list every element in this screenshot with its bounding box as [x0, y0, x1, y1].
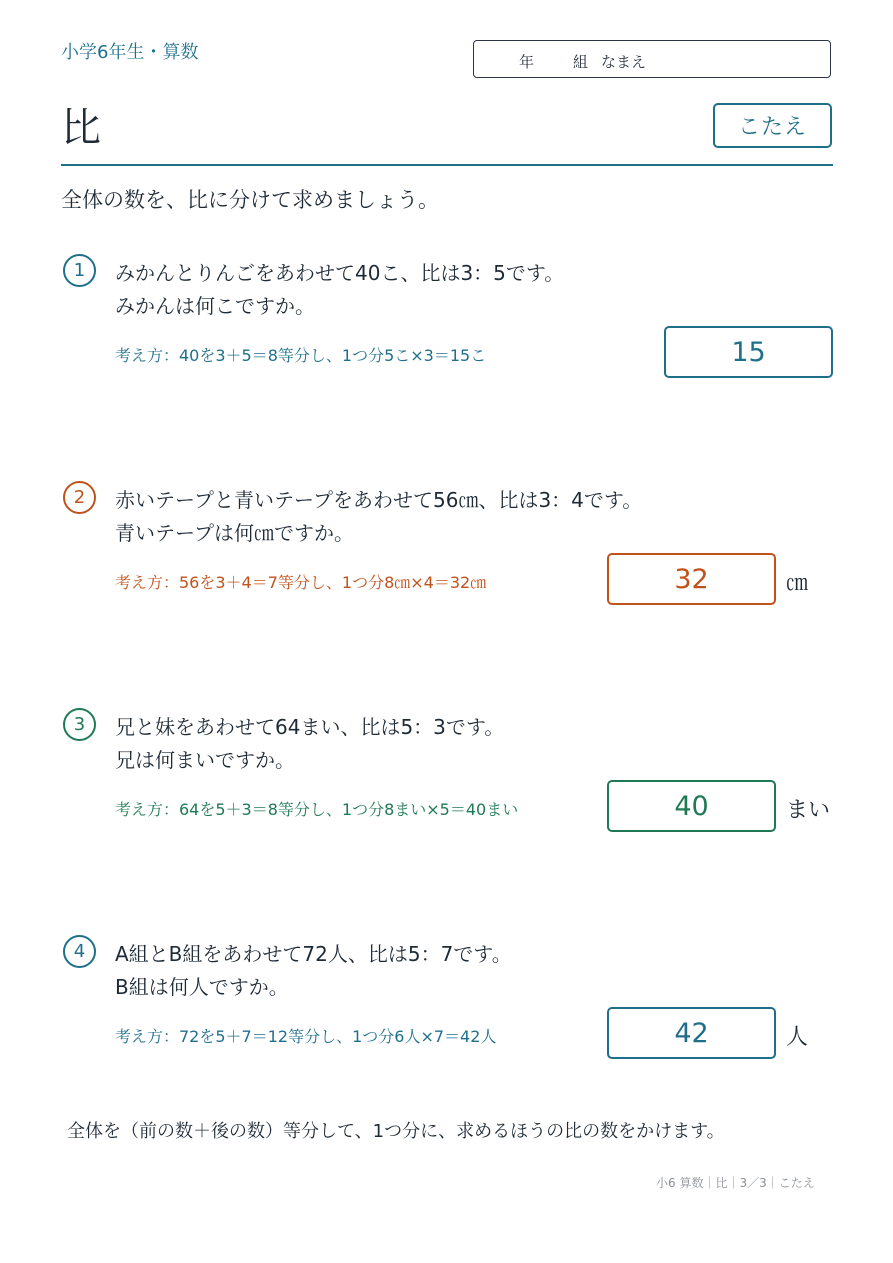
problem-4-unit: 人	[786, 1025, 809, 1050]
instruction-text: 全体の数を、比に分けて求めましょう。	[61, 188, 439, 212]
page-footer: 小6 算数｜比｜3／3｜こたえ	[656, 1176, 815, 1190]
problem-4-line1: A組とB組をあわせて72人、比は5：7です。	[115, 942, 512, 966]
name-box[interactable]	[473, 40, 831, 78]
page-title: 比	[61, 105, 101, 151]
problem-1-line1: みかんとりんごをあわせて40こ、比は3：5です。	[115, 261, 565, 285]
problem-4-line2: B組は何人ですか。	[115, 975, 289, 999]
title-rule	[61, 164, 833, 166]
problem-3-line2: 兄は何まいですか。	[115, 748, 295, 772]
problem-2-line2: 青いテープは何㎝ですか。	[115, 521, 354, 545]
name-class-label: 組	[573, 53, 589, 71]
answer-badge: こたえ	[713, 103, 832, 148]
problem-1-hint: 考え方：40を3＋5＝8等分し、1つ分5こ×3＝15こ	[115, 346, 487, 365]
problem-2-unit: ㎝	[786, 571, 809, 596]
problem-2-answer-box[interactable]: 32	[607, 553, 776, 605]
name-year-label: 年	[519, 53, 535, 71]
grade-subject: 小学6年生・算数	[61, 42, 199, 63]
problem-number-4: 4	[63, 935, 96, 968]
problem-1-answer-box[interactable]: 15	[664, 326, 833, 378]
problem-4-answer-box[interactable]: 42	[607, 1007, 776, 1059]
problem-number-1: 1	[63, 254, 96, 287]
problem-3-line1: 兄と妹をあわせて64まい、比は5：3です。	[115, 715, 505, 739]
problem-2-hint: 考え方：56を3＋4＝7等分し、1つ分8㎝×4＝32㎝	[115, 573, 487, 592]
problem-3-answer-box[interactable]: 40	[607, 780, 776, 832]
problem-1-line2: みかんは何こですか。	[115, 294, 315, 318]
problem-4-hint: 考え方：72を5＋7＝12等分し、1つ分6人×7＝42人	[115, 1027, 497, 1046]
problem-number-2: 2	[63, 481, 96, 514]
summary-note: 全体を（前の数＋後の数）等分して、1つ分に、求めるほうの比の数をかけます。	[67, 1121, 725, 1142]
name-label: なまえ	[601, 53, 647, 71]
problem-2-line1: 赤いテープと青いテープをあわせて56㎝、比は3：4です。	[115, 488, 643, 512]
problem-3-unit: まい	[786, 798, 831, 823]
problem-number-3: 3	[63, 708, 96, 741]
problem-3-hint: 考え方：64を5＋3＝8等分し、1つ分8まい×5＝40まい	[115, 800, 519, 819]
